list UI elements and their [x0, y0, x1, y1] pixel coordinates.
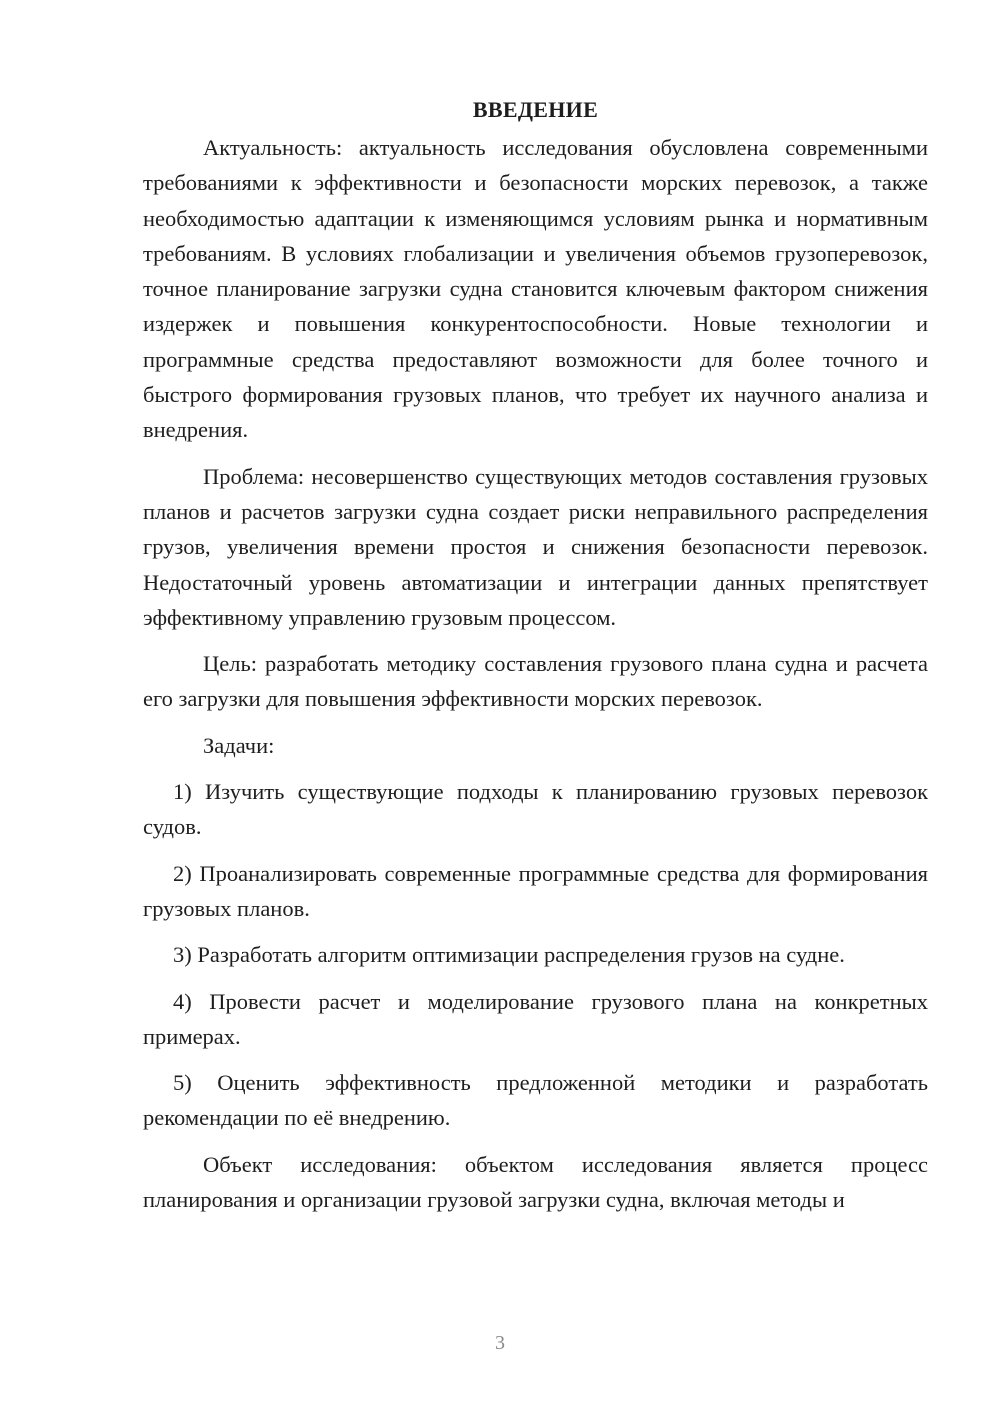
tasks-heading: Задачи: [203, 732, 275, 758]
paragraph-goal: Цель: разработать методику составления грузового плана судна и расчета его загрузки для повышения эффективности морских перевозок. [143, 651, 928, 712]
task-item-2: 2) Проанализировать современные программные средства для формирования грузовых планов. [143, 860, 928, 921]
task-item-5: 5) Оценить эффективность предложенной методики и разработать рекомендации по её внедрению. [143, 1070, 928, 1131]
task-item-4: 4) Провести расчет и моделирование грузового плана на конкретных примерах. [143, 988, 928, 1049]
task-item-1: 1) Изучить существующие подходы к планированию грузовых перевозок судов. [143, 779, 928, 840]
paragraph-object: Объект исследования: объектом исследования является процесс планирования и организации грузовой загрузки судна, включая методы и [143, 1151, 928, 1213]
task-item-3: 3) Разработать алгоритм оптимизации распределения грузов на судне. [173, 942, 845, 968]
page-number: 3 [495, 1332, 505, 1354]
paragraph-problem: Проблема: несовершенство существующих методов составления грузовых планов и расчетов загрузки судна создает риски неправильного распределения грузов, увеличения времени простоя и снижения безопасности перевозок. Недостаточный уровень автоматизации и интеграции данных препятствует эффективному управлению грузовым процессом. [143, 463, 928, 630]
paragraph-relevance: Актуальность: актуальность исследования обусловлена современными требованиями к эффективности и безопасности морских перевозок, а также необходимостью адаптации к изменяющимся условиям рынка и нормативным требованиям. В условиях глобализации и увеличения объемов грузоперевозок, точное планирование загрузки судна становится ключевым фактором снижения издержек и повышения конкурентоспособности. Новые технологии и программные средства предоставляют возможности для более точного и быстрого формирования грузовых планов, что требует их научного анализа и внедрения. [143, 135, 928, 443]
document-title: ВВЕДЕНИЕ [472, 97, 599, 122]
document-page [143, 92, 928, 1217]
tasks-list [143, 774, 928, 1136]
